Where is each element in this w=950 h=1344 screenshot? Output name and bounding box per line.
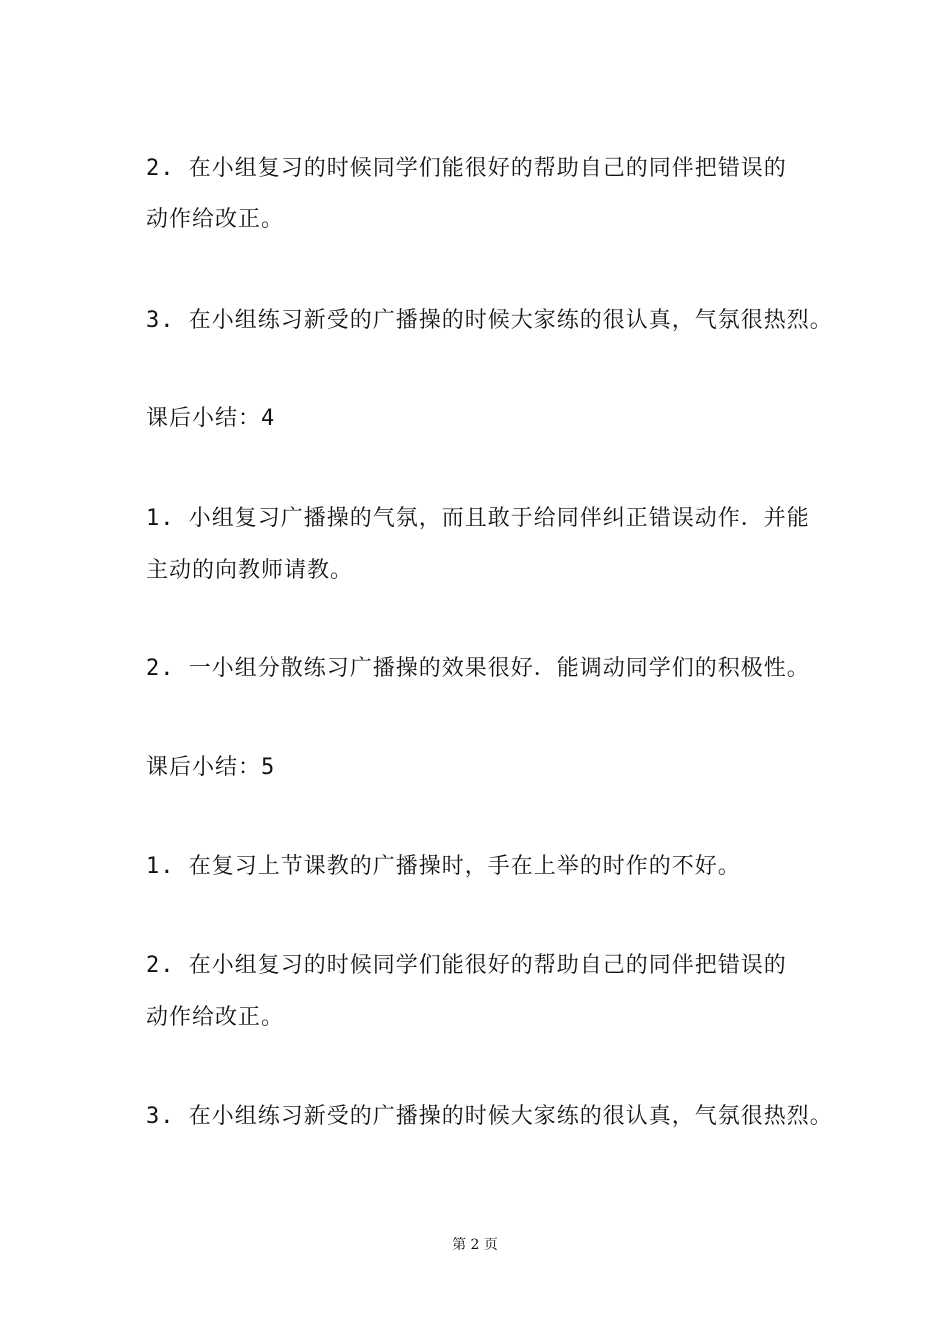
paragraph-line: 3. 在小组练习新受的广播操的时候大家练的很认真，气氛很热烈。 [146,308,833,333]
paragraph-line: 1. 在复习上节课教的广播操时，手在上举的时作的不好。 [146,854,741,879]
section-heading: 课后小结：4 [146,406,276,431]
section-heading: 课后小结：5 [146,755,276,780]
paragraph-line: 2. 在小组复习的时候同学们能很好的帮助自己的同伴把错误的 [146,156,787,181]
paragraph-line: 3. 在小组练习新受的广播操的时候大家练的很认真，气氛很热烈。 [146,1104,833,1129]
paragraph-line: 动作给改正。 [146,207,285,232]
paragraph-line: 动作给改正。 [146,1005,285,1030]
page-number: 第 2 页 [452,1237,498,1253]
paragraph-line: 2. 一小组分散练习广播操的效果很好．能调动同学们的积极性。 [146,656,810,681]
paragraph-line: 1. 小组复习广播操的气氛，而且敢于给同伴纠正错误动作．并能 [146,506,810,531]
paragraph-line: 2. 在小组复习的时候同学们能很好的帮助自己的同伴把错误的 [146,953,787,978]
paragraph-line: 主动的向教师请教。 [146,558,354,583]
